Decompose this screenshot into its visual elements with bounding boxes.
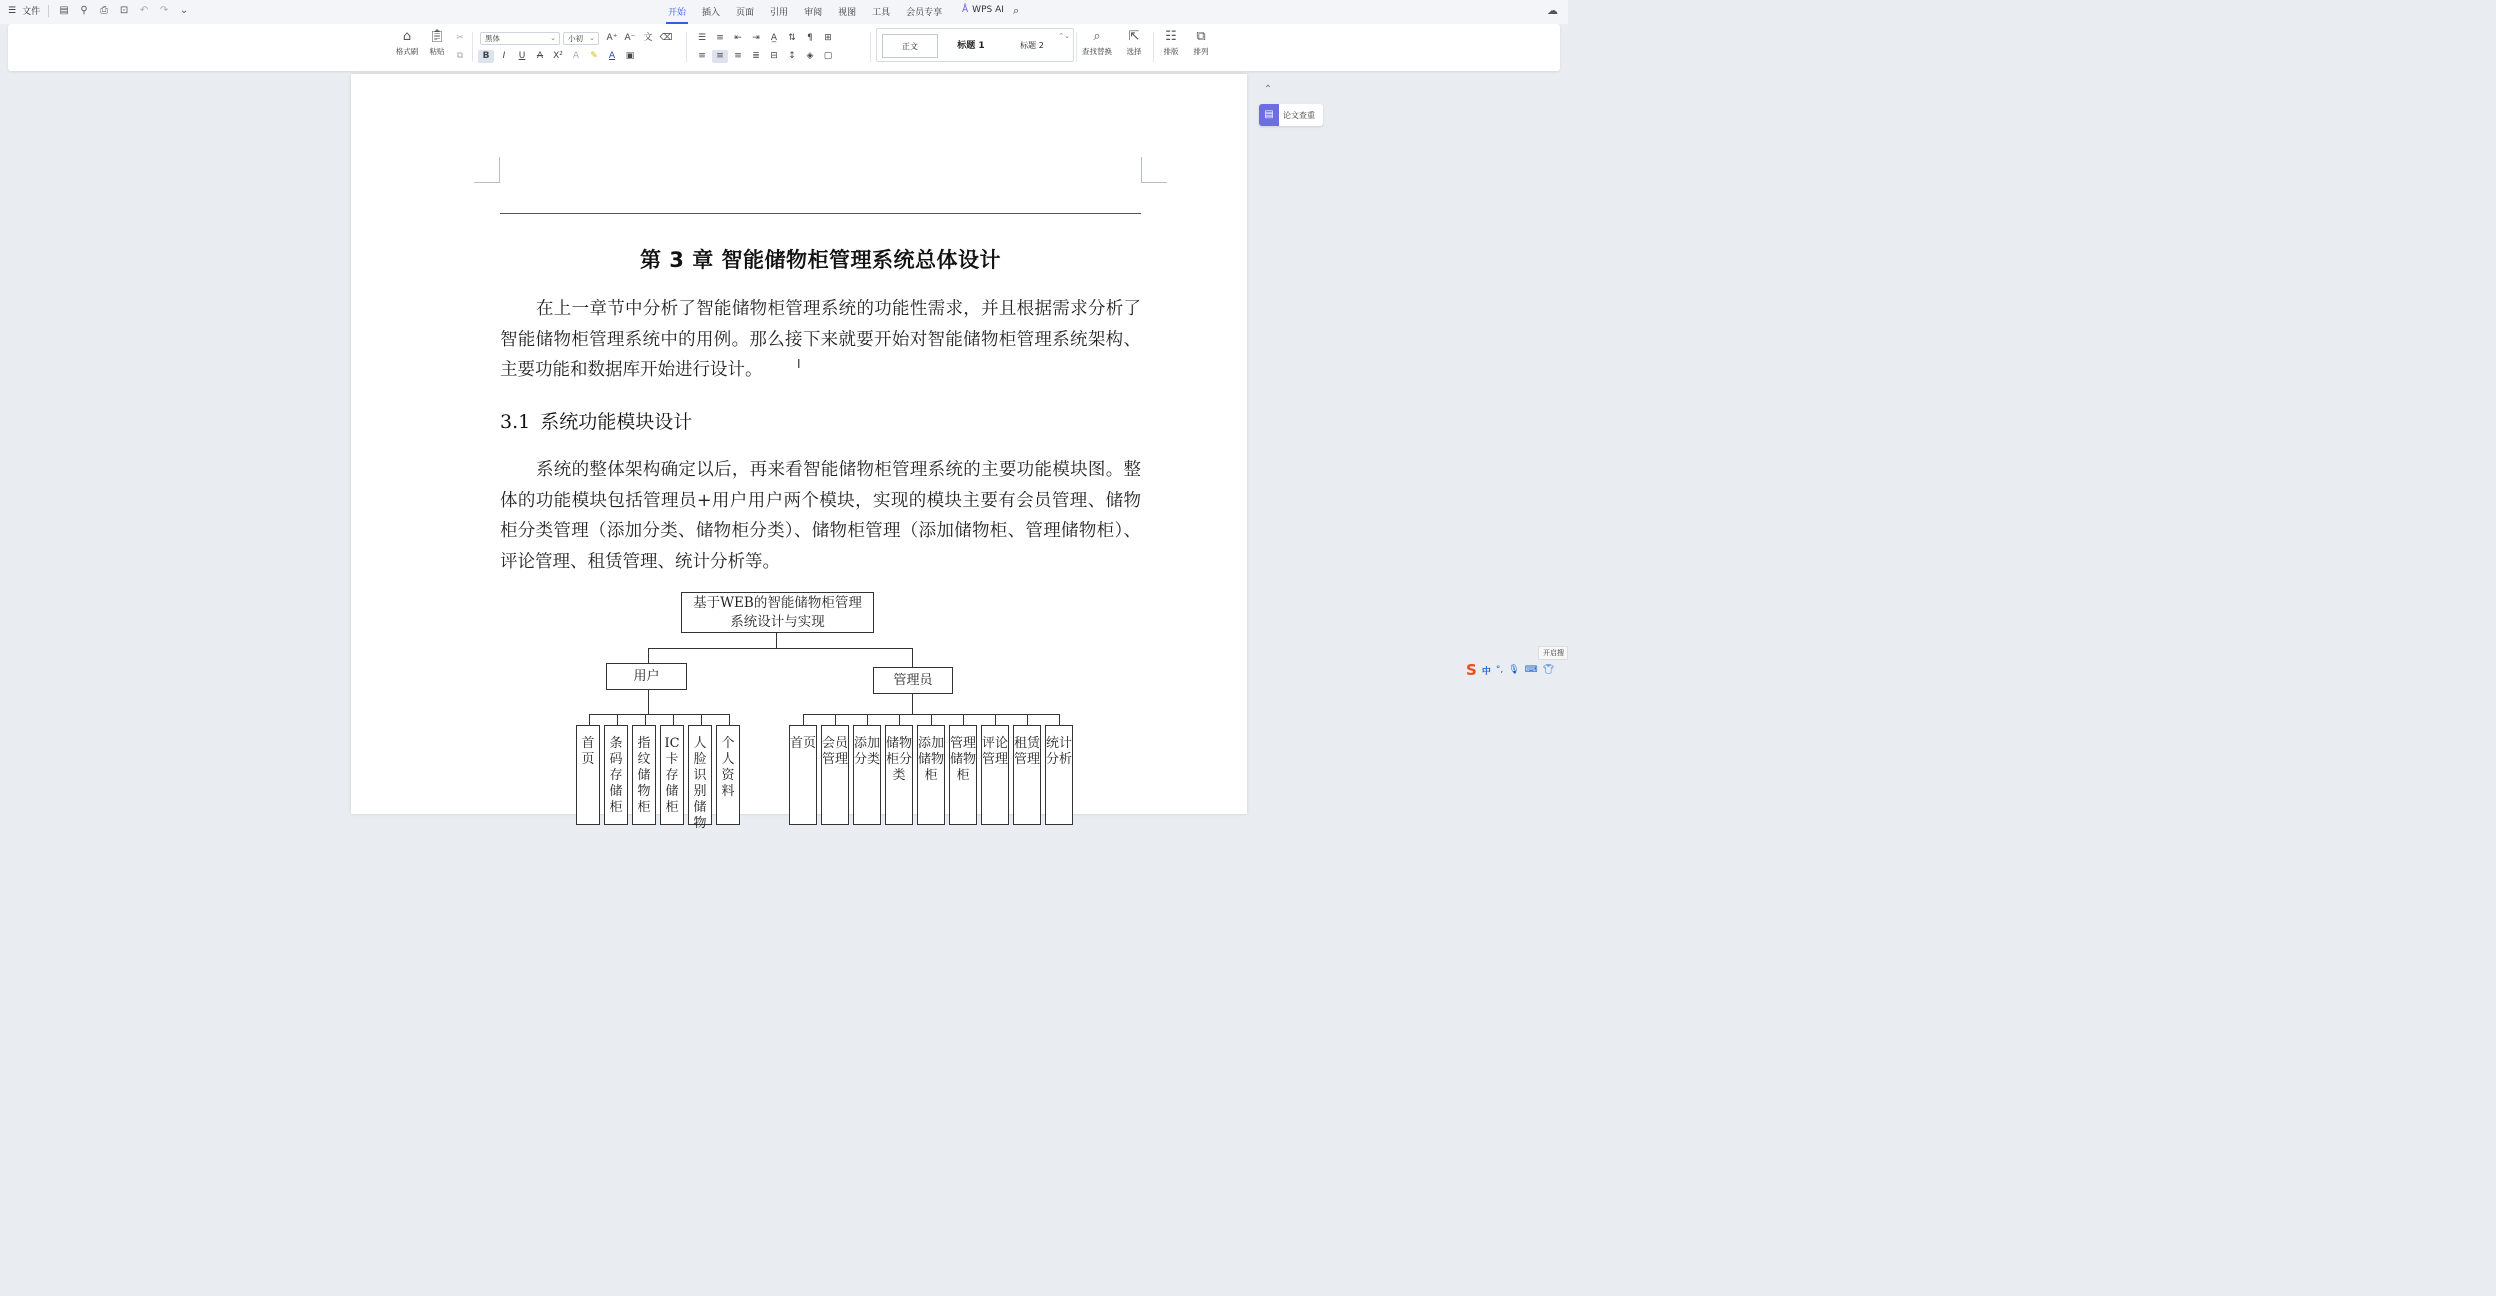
file-menu[interactable]: 文件 [22, 7, 41, 17]
menu-tabs [660, 5, 950, 18]
print-icon[interactable]: ⎙ [100, 5, 109, 16]
strikethrough-icon[interactable]: A [536, 51, 544, 61]
connector-line [912, 694, 913, 714]
connector-line [835, 714, 836, 725]
ribbon-toolbar [8, 24, 1560, 71]
divider [1153, 32, 1154, 62]
ime-language-toggle[interactable]: 中 [1481, 666, 1491, 677]
connector-line [673, 714, 674, 725]
grow-font-icon[interactable]: A⁺ [606, 33, 618, 43]
format-painter-icon: ⌂ [402, 29, 412, 44]
list-tools [694, 32, 836, 45]
save-icon[interactable]: ▤ [59, 5, 69, 16]
tab-home[interactable]: 开始 [660, 5, 694, 18]
chart-admin-leaf: 添加储物柜 [917, 725, 945, 825]
line-spacing-icon[interactable]: ↕ [788, 51, 796, 61]
layout-button[interactable] [1158, 28, 1184, 57]
font-name-value: 黑体 [485, 34, 500, 43]
distribute-icon[interactable]: ⊟ [770, 51, 778, 61]
collapse-panel-icon[interactable]: ⌃ [1263, 84, 1273, 95]
select-button[interactable] [1121, 28, 1147, 57]
arrange-icon: ⧉ [1196, 29, 1206, 44]
align-left-icon[interactable]: ≡ [698, 51, 706, 61]
section-heading [500, 407, 692, 434]
connector-line [589, 714, 730, 715]
microphone-icon[interactable]: 🎙︎ [1508, 665, 1520, 675]
tab-member[interactable]: 会员专享 [906, 8, 943, 18]
arrange-label: 排列 [1193, 47, 1209, 56]
connector-line [645, 714, 646, 725]
styles-gallery [876, 28, 1074, 62]
tab-page[interactable]: 页面 [736, 8, 755, 18]
tab-tools[interactable]: 工具 [872, 8, 891, 18]
alignment-tools [694, 50, 836, 63]
justify-icon[interactable]: ≣ [752, 51, 760, 61]
tab-review[interactable]: 审阅 [804, 8, 823, 18]
undo-icon[interactable]: ↶ [139, 5, 149, 16]
cut-copy-group [452, 32, 468, 63]
clipboard-group [394, 28, 420, 57]
decrease-indent-icon[interactable]: ⇤ [734, 33, 742, 43]
layout-group [1158, 28, 1184, 57]
tab-view[interactable]: 视图 [838, 8, 857, 18]
numbered-list-icon[interactable]: ≡ [716, 33, 724, 43]
magnifier-icon: ⌕ [1093, 29, 1101, 44]
highlight-icon[interactable]: ✎ [590, 51, 598, 61]
keyboard-icon[interactable]: ⌨ [1524, 665, 1538, 675]
connector-line [912, 648, 913, 667]
chevron-down-icon: ⌄ [550, 34, 556, 42]
superscript-icon[interactable]: X² [553, 51, 563, 61]
find-replace-group [1078, 28, 1116, 57]
skin-icon[interactable]: 👕︎ [1542, 665, 1555, 675]
connector-line [648, 648, 913, 649]
connector-line [648, 690, 649, 714]
sort-icon[interactable]: ⇅ [788, 33, 796, 43]
divider [870, 32, 871, 62]
connector-line [701, 714, 702, 725]
cursor-icon: ⇱ [1128, 29, 1140, 44]
connector-line [931, 714, 932, 725]
font-size-value: 小初 [568, 34, 583, 43]
styles-scroll-icon[interactable]: ⌃⌄ [1058, 32, 1070, 40]
connector-line [648, 648, 649, 663]
paragraph-architecture: 系统的整体架构确定以后，再来看智能储物柜管理系统的主要功能模块图。整体的功能模块包括管理员+用户用户两个模块，实现的模块主要有会员管理、储物柜分类管理（添加分类、储物柜分类）、储物柜管理（添加储物柜、管理储物柜）、评论管理、租赁管理、统计分析等。 [500, 460, 1141, 572]
header-rule [500, 213, 1141, 214]
connector-line [617, 714, 618, 725]
print-preview-icon[interactable]: ⊡ [119, 5, 129, 16]
tab-insert[interactable]: 插入 [702, 8, 721, 18]
paste-label: 粘贴 [429, 47, 445, 56]
paper-check-button[interactable] [1259, 104, 1323, 126]
chevron-down-icon: ⌄ [589, 34, 595, 42]
chart-user-node: 用户 [606, 663, 687, 690]
chart-admin-leaf: 添加分类 [853, 725, 881, 825]
italic-icon[interactable]: I [502, 51, 506, 61]
connector-line [1059, 714, 1060, 725]
table-border-icon[interactable]: ⊞ [824, 33, 832, 43]
chart-user-leaf: 指纹储物柜 [632, 725, 656, 825]
phonetic-guide-icon[interactable]: 文 [643, 33, 653, 43]
chart-admin-leaf: 评论管理 [981, 725, 1009, 825]
chart-root-node [681, 592, 874, 633]
wps-ai-button[interactable] [962, 5, 1004, 15]
font-style-tools [478, 50, 638, 63]
font-color-icon[interactable]: A [608, 51, 616, 61]
show-marks-icon[interactable]: ¶ [807, 33, 813, 43]
paper-check-label: 论文查重 [1283, 110, 1315, 120]
paste-group [424, 28, 450, 57]
text-direction-icon[interactable]: A̲ [770, 33, 778, 43]
copy-icon[interactable]: ⧉ [456, 51, 464, 61]
cut-icon[interactable]: ✂ [456, 33, 464, 43]
style-heading-2[interactable]: 标题 2 [1020, 41, 1044, 50]
chart-root-line2: 系统设计与实现 [730, 614, 825, 630]
wps-ai-label: WPS AI [972, 5, 1004, 15]
bold-icon[interactable]: B [478, 50, 494, 63]
connector-line [589, 714, 590, 725]
font-size-select[interactable] [563, 32, 599, 45]
chart-admin-node: 管理员 [873, 667, 953, 694]
borders-icon[interactable]: ▢ [823, 51, 833, 61]
cloud-sync-icon[interactable]: ☁ [1547, 4, 1558, 17]
connector-line [867, 714, 868, 725]
chart-admin-leaf: 租赁管理 [1013, 725, 1041, 825]
divider [472, 32, 473, 62]
clear-format-icon[interactable]: ⌫ [659, 33, 673, 43]
select-group [1121, 28, 1147, 57]
connector-line [995, 714, 996, 725]
align-center-icon[interactable]: ≡ [712, 50, 728, 63]
underline-icon[interactable]: U [518, 51, 526, 61]
char-shading-icon[interactable]: ▣ [625, 51, 635, 61]
chart-user-leaf: 个人资料 [716, 725, 740, 825]
layout-label: 排版 [1163, 47, 1179, 56]
section-number: 3.1 [500, 411, 531, 433]
font-name-select[interactable] [480, 32, 560, 45]
quick-access-toolbar [8, 4, 191, 17]
margin-corner-mark [1141, 157, 1167, 183]
wps-ai-icon: Å [962, 5, 969, 15]
paste-button[interactable] [424, 28, 450, 57]
title-bar [0, 0, 1568, 24]
format-painter-button[interactable] [394, 28, 420, 57]
chart-user-leaf: IC卡存储柜 [660, 725, 684, 825]
connector-line [776, 633, 777, 648]
connector-line [803, 714, 804, 725]
hamburger-menu-icon[interactable]: ☰ [8, 5, 17, 16]
divider [686, 32, 687, 62]
chevron-down-icon[interactable]: ⌄ [179, 5, 189, 16]
bullet-list-icon[interactable]: ☰ [697, 33, 707, 43]
chapter-title: 第 3 章 智能储物柜管理系统总体设计 [639, 248, 1002, 272]
select-label: 选择 [1126, 47, 1142, 56]
shading-icon[interactable]: ◈ [806, 51, 814, 61]
paper-check-icon: ▤ [1259, 104, 1279, 126]
chart-user-leaf: 人脸识别储物 [688, 725, 712, 825]
connector-line [729, 714, 730, 725]
tab-references[interactable]: 引用 [770, 8, 789, 18]
ime-toolbar [1466, 660, 1568, 680]
chart-admin-leaf: 管理储物柜 [949, 725, 977, 825]
chart-admin-leaf: 统计分析 [1045, 725, 1073, 825]
layout-icon: ☷ [1165, 29, 1177, 44]
align-right-icon[interactable]: ≡ [734, 51, 742, 61]
chart-admin-leaf: 储物柜分类 [885, 725, 913, 825]
chart-admin-leaf: 会员管理 [821, 725, 849, 825]
ime-tooltip: 开启搜 [1538, 646, 1568, 660]
style-normal[interactable]: 正文 [882, 34, 938, 58]
increase-indent-icon[interactable]: ⇥ [752, 33, 760, 43]
connector-line [1027, 714, 1028, 725]
chart-admin-leaf: 首页 [789, 725, 817, 825]
connector-line [963, 714, 964, 725]
text-cursor-icon: I [797, 357, 801, 371]
redo-icon[interactable]: ↷ [159, 5, 169, 16]
divider [1076, 32, 1077, 62]
link-icon[interactable]: ⚲ [80, 5, 88, 16]
font-size-tools [604, 32, 674, 45]
document-page[interactable] [351, 74, 1247, 831]
shrink-font-icon[interactable]: A⁻ [624, 33, 636, 43]
arrange-group [1188, 28, 1214, 57]
find-replace-button[interactable] [1078, 28, 1116, 57]
paragraph-intro: 在上一章节中分析了智能储物柜管理系统的功能性需求，并且根据需求分析了智能储物柜管理系统中的用例。那么接下来就要开始对智能储物柜管理系统架构、主要功能和数据库开始进行设计。 [500, 299, 1141, 380]
style-heading-1[interactable]: 标题 1 [957, 41, 985, 51]
margin-corner-mark [474, 157, 500, 183]
divider [48, 5, 49, 17]
find-replace-label: 查找替换 [1082, 47, 1112, 56]
chart-root-line1: 基于WEB的智能储物柜管理 [693, 595, 862, 611]
arrange-button[interactable] [1188, 28, 1214, 57]
connector-line [899, 714, 900, 725]
text-effect-icon[interactable]: A [572, 51, 580, 61]
chart-user-leaf: 首页 [576, 725, 600, 825]
punctuation-icon[interactable]: °, [1495, 665, 1504, 675]
paste-icon: 📋︎ [428, 29, 446, 44]
section-title: 系统功能模块设计 [540, 411, 693, 433]
format-painter-label: 格式刷 [395, 47, 419, 56]
chart-user-leaf: 条码存储柜 [604, 725, 628, 825]
sogou-logo-icon[interactable]: S [1466, 661, 1477, 679]
search-icon[interactable]: ⌕ [1013, 4, 1020, 17]
